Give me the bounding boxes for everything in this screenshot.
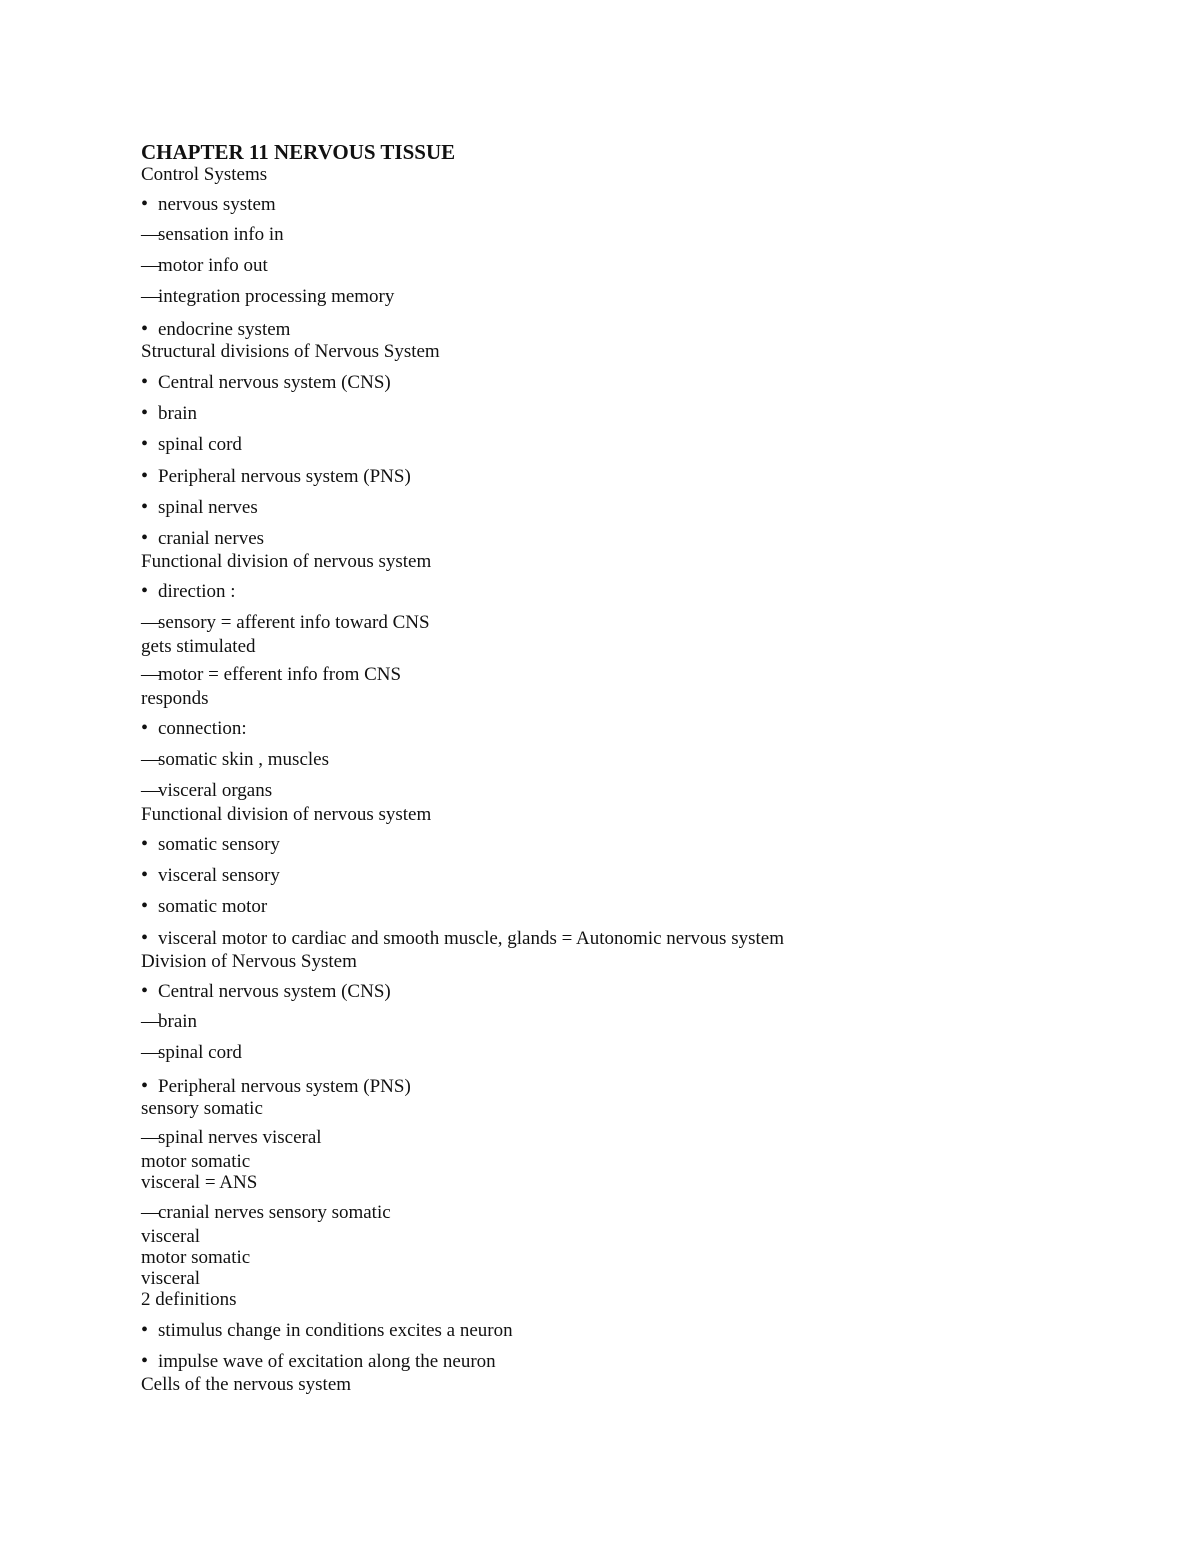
text-line — [141, 1098, 263, 1120]
line-text: Peripheral nervous system (PNS) — [158, 466, 411, 487]
bullet-item — [141, 1319, 513, 1342]
line-text: spinal cord — [158, 1042, 242, 1063]
dash-marker: — — [141, 1127, 160, 1148]
line-text: spinal cord — [158, 434, 242, 455]
line-text: direction : — [158, 581, 236, 602]
dash-item — [141, 1202, 391, 1224]
line-text: nervous system — [158, 194, 276, 215]
line-text: Structural divisions of Nervous System — [141, 341, 440, 362]
bullet-marker: • — [141, 1319, 149, 1341]
line-text: spinal nerves — [158, 497, 258, 518]
text-line — [141, 1247, 250, 1269]
line-text: somatic motor — [158, 896, 268, 917]
section-heading — [141, 1374, 351, 1396]
section-heading — [141, 164, 267, 186]
bullet-item — [141, 496, 258, 519]
bullet-marker: • — [141, 433, 149, 455]
bullet-marker: • — [141, 465, 149, 487]
line-text: gets stimulated — [141, 636, 256, 657]
bullet-item — [141, 717, 247, 740]
dash-marker: — — [141, 224, 160, 245]
dash-item — [141, 224, 284, 246]
bullet-marker: • — [141, 527, 149, 549]
line-text: integration processing memory — [158, 286, 395, 307]
bullet-marker: • — [141, 318, 149, 340]
dash-item — [141, 612, 430, 634]
bullet-marker: • — [141, 864, 149, 886]
line-text: sensory = afferent info toward CNS — [158, 612, 430, 633]
bullet-item — [141, 402, 197, 425]
bullet-marker: • — [141, 717, 149, 739]
bullet-item — [141, 580, 236, 603]
text-line — [141, 1268, 200, 1290]
line-text: visceral = ANS — [141, 1172, 258, 1193]
bullet-item — [141, 864, 280, 887]
line-text: visceral — [141, 1226, 201, 1247]
line-text: visceral motor to cardiac and smooth muscle, glands = Autonomic nervous system — [158, 928, 784, 949]
bullet-item — [141, 318, 290, 341]
dash-marker: — — [141, 1202, 160, 1223]
bullet-marker: • — [141, 1075, 149, 1097]
line-text: connection: — [158, 718, 247, 739]
line-text: brain — [158, 1011, 198, 1032]
text-line — [141, 1172, 257, 1194]
line-text: motor somatic — [141, 1151, 251, 1172]
line-text: Central nervous system (CNS) — [158, 981, 391, 1002]
line-text: stimulus change in conditions excites a neuron — [158, 1320, 513, 1341]
document-title: CHAPTER 11 NERVOUS TISSUE — [141, 140, 456, 164]
dash-marker: — — [141, 1042, 160, 1063]
dash-marker: — — [141, 780, 160, 801]
section-heading — [141, 341, 440, 363]
dash-marker: — — [141, 612, 160, 633]
dash-marker: — — [141, 286, 160, 307]
bullet-item — [141, 1075, 411, 1098]
line-text: 2 definitions — [141, 1289, 237, 1310]
bullet-item — [141, 193, 276, 216]
line-text: sensory somatic — [141, 1098, 263, 1119]
bullet-marker: • — [141, 496, 149, 518]
bullet-marker: • — [141, 371, 149, 393]
bullet-item — [141, 927, 784, 950]
line-text: cranial nerves — [158, 528, 265, 549]
line-text: endocrine system — [158, 319, 291, 340]
bullet-marker: • — [141, 1350, 149, 1372]
line-text: sensation info in — [158, 224, 284, 245]
dash-marker: — — [141, 255, 160, 276]
bullet-marker: • — [141, 833, 149, 855]
line-text: Functional division of nervous system — [141, 804, 432, 825]
section-heading — [141, 804, 431, 826]
line-text: cranial nerves sensory somatic — [158, 1202, 391, 1223]
bullet-marker: • — [141, 895, 149, 917]
bullet-marker: • — [141, 402, 149, 424]
dash-item — [141, 664, 401, 686]
dash-item — [141, 286, 394, 308]
line-text: Peripheral nervous system (PNS) — [158, 1076, 411, 1097]
line-text: motor somatic — [141, 1247, 251, 1268]
dash-item — [141, 1127, 322, 1149]
line-text: visceral — [141, 1268, 201, 1289]
section-heading — [141, 551, 431, 573]
line-text: Functional division of nervous system — [141, 551, 432, 572]
dash-item — [141, 1042, 242, 1064]
line-text: Control Systems — [141, 164, 268, 185]
text-line — [141, 636, 256, 658]
line-text: somatic skin , muscles — [158, 749, 329, 770]
dash-marker: — — [141, 664, 160, 685]
bullet-marker: • — [141, 927, 149, 949]
text-line — [141, 688, 209, 710]
line-text: somatic sensory — [158, 834, 280, 855]
bullet-marker: • — [141, 980, 149, 1002]
section-heading — [141, 951, 357, 973]
bullet-item — [141, 433, 242, 456]
bullet-marker: • — [141, 193, 149, 215]
bullet-marker: • — [141, 580, 149, 602]
bullet-item — [141, 980, 391, 1003]
dash-item — [141, 1011, 197, 1033]
dash-item — [141, 255, 268, 277]
bullet-item — [141, 465, 411, 488]
line-text: visceral organs — [158, 780, 273, 801]
text-line — [141, 1289, 237, 1311]
text-line — [141, 1151, 250, 1173]
line-text: impulse wave of excitation along the neuron — [158, 1351, 496, 1372]
bullet-item — [141, 371, 391, 394]
line-text: responds — [141, 688, 209, 709]
dash-marker: — — [141, 1011, 160, 1032]
bullet-item — [141, 1350, 496, 1373]
line-text: spinal nerves visceral — [158, 1127, 322, 1148]
bullet-item — [141, 895, 267, 918]
line-text: Central nervous system (CNS) — [158, 372, 391, 393]
line-text: motor info out — [158, 255, 268, 276]
bullet-item — [141, 833, 280, 856]
text-line — [141, 1226, 200, 1248]
line-text: Cells of the nervous system — [141, 1374, 352, 1395]
line-text: brain — [158, 403, 198, 424]
dash-marker: — — [141, 749, 160, 770]
dash-item — [141, 780, 272, 802]
dash-item — [141, 749, 329, 771]
line-text: visceral sensory — [158, 865, 280, 886]
bullet-item — [141, 527, 264, 550]
line-text: Division of Nervous System — [141, 951, 357, 972]
line-text: motor = efferent info from CNS — [158, 664, 402, 685]
